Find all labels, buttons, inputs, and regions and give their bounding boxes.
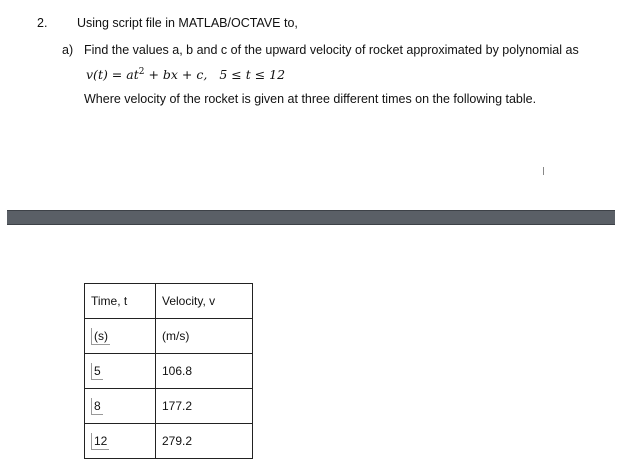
table-cell-time (85, 424, 156, 459)
table-description: Where velocity of the rocket is given at three different times on the following table. (84, 92, 537, 106)
cell-time: 8 (91, 398, 103, 415)
question-number: 2. (37, 16, 48, 30)
cell-time: 12 (91, 433, 109, 450)
table-header-velocity: Velocity, v (156, 284, 253, 319)
table-header-time: Time, t (85, 284, 156, 319)
part-text: Find the values a, b and c of the upward velocity of rocket approximated by polynomial as (84, 43, 579, 57)
separator-bar (7, 210, 615, 225)
table-cell-velocity: 177.2 (156, 389, 253, 424)
stray-mark (543, 167, 544, 175)
question-intro: Using script file in MATLAB/OCTAVE to, (77, 16, 298, 30)
table-row (85, 389, 253, 424)
part-label: a) (62, 43, 74, 57)
table-row (85, 319, 253, 354)
equation-range: 5 ≤ t ≤ 12 (219, 67, 286, 83)
equation-lhs: v(t) = at (86, 67, 139, 83)
table-row (85, 424, 253, 459)
velocity-equation (86, 67, 285, 82)
table-cell-time (85, 389, 156, 424)
velocity-table (84, 283, 253, 459)
table-unit-velocity: (m/s) (156, 319, 253, 354)
table-unit-time (85, 319, 156, 354)
cell-time: 5 (91, 363, 103, 380)
table-row (85, 354, 253, 389)
table-cell-velocity: 279.2 (156, 424, 253, 459)
equation-exponent: 2 (138, 67, 145, 77)
equation-rhs: + bx + c, (144, 67, 208, 83)
unit-time: (s) (91, 328, 110, 345)
table-row (85, 284, 253, 319)
table-cell-velocity: 106.8 (156, 354, 253, 389)
table-cell-time (85, 354, 156, 389)
